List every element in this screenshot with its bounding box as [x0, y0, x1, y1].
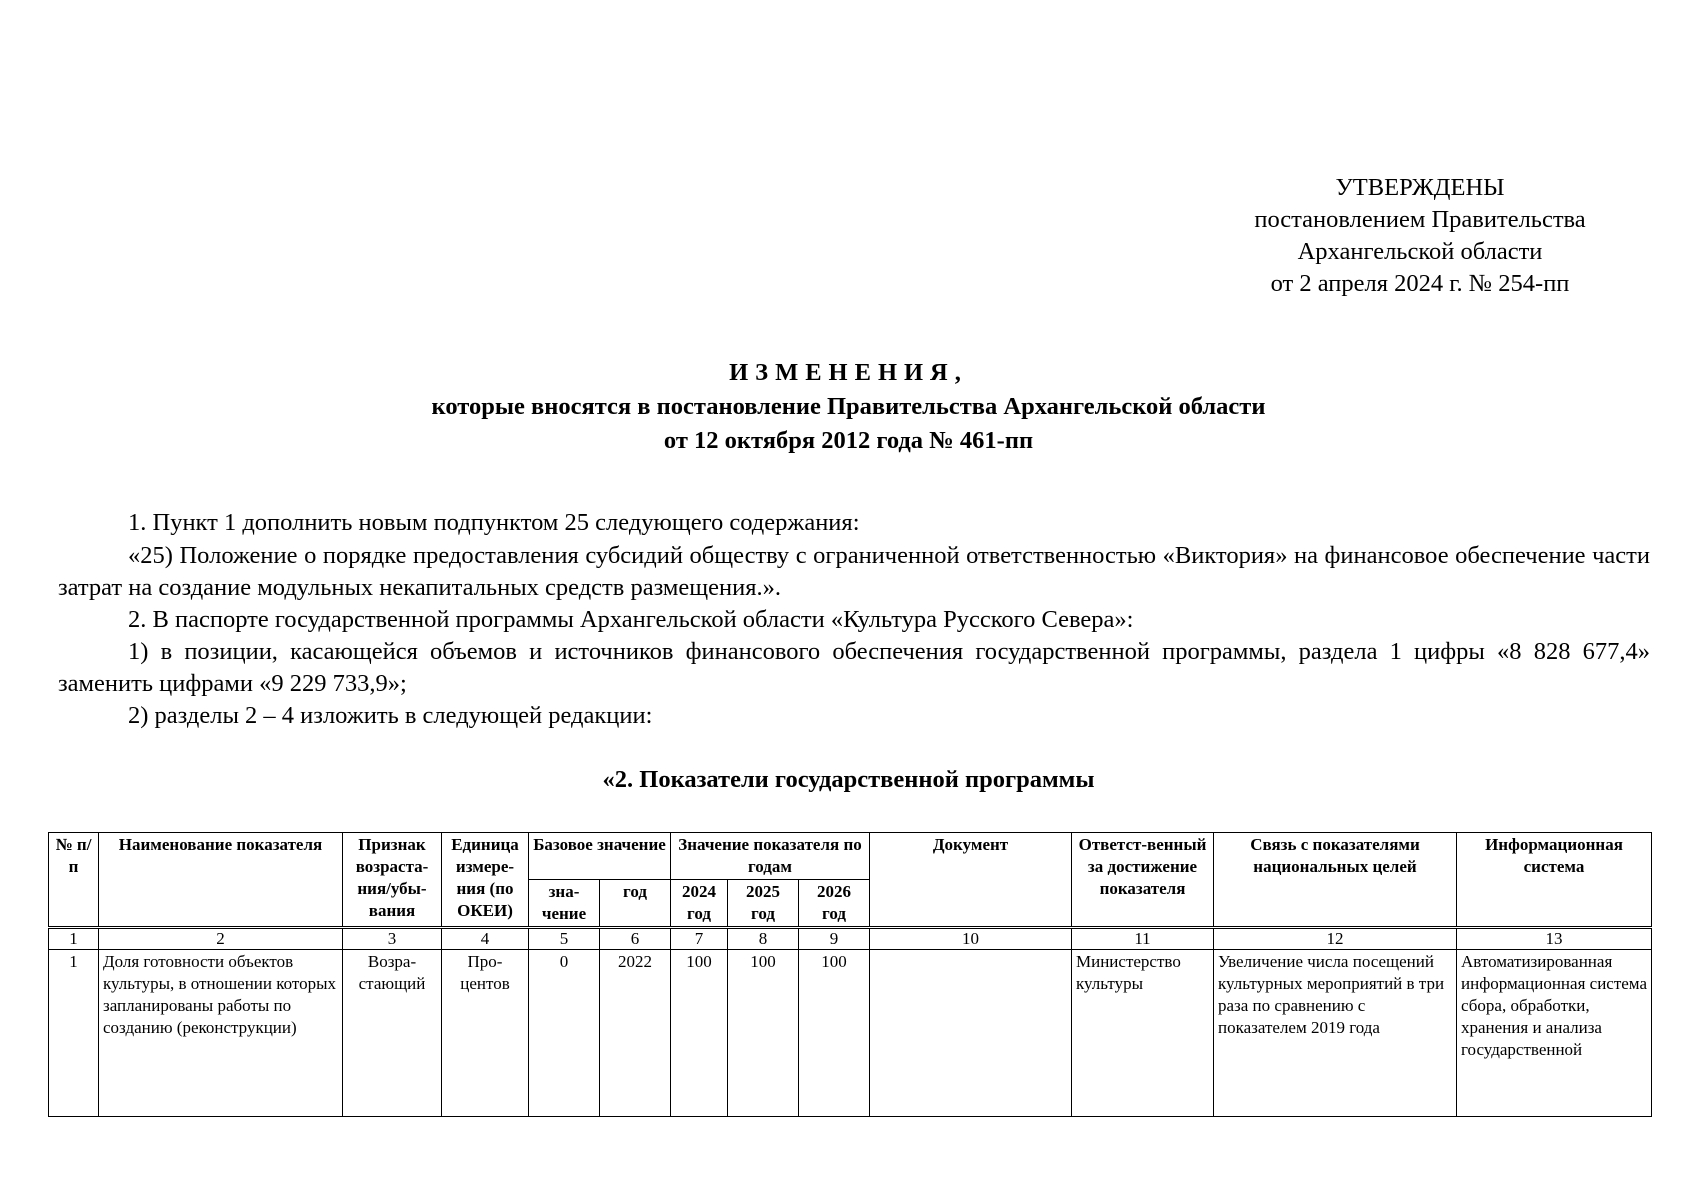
paragraph-2: «25) Положение о порядке предоставления субсидий обществу с ограниченной ответственностью «Виктория» на финансовое обеспечение части затрат на создание модульных некапитальных средств размещения.».: [58, 542, 1650, 601]
header-values: Значение показателя по годам: [671, 833, 870, 880]
column-number: 4: [442, 928, 529, 950]
cell-2024: 100: [671, 950, 728, 1117]
cell-base-value: 0: [529, 950, 600, 1117]
approval-line: Архангельской области: [1297, 238, 1543, 265]
cell-unit: Про-центов: [442, 950, 529, 1117]
table-row: [49, 950, 1652, 1117]
column-number: 13: [1457, 928, 1652, 950]
column-number: 5: [529, 928, 600, 950]
cell-document: [870, 950, 1072, 1117]
paragraph-3: 2. В паспорте государственной программы Архангельской области «Культура Русского Севера»:: [128, 606, 1134, 633]
header-trend: Признак возраста-ния/убы-вания: [343, 833, 442, 928]
cell-num: 1: [49, 950, 99, 1117]
approval-line: постановлением Правительства: [1254, 206, 1586, 233]
cell-system: [1457, 950, 1652, 1117]
header-2026: 2026 год: [799, 880, 870, 928]
cell-base-year: 2022: [600, 950, 671, 1117]
approval-block: [1230, 172, 1610, 300]
column-number: 7: [671, 928, 728, 950]
header-responsible: Ответст-венный за достижение показателя: [1072, 833, 1214, 928]
column-number: 11: [1072, 928, 1214, 950]
header-base-value: зна-чение: [529, 880, 600, 928]
column-number: 12: [1214, 928, 1457, 950]
paragraph-5: 2) разделы 2 – 4 изложить в следующей редакции:: [128, 702, 653, 729]
header-base-year: год: [600, 880, 671, 928]
cell-link: Увеличение числа посещений культурных мероприятий в три раза по сравнению с показателем 2019 года: [1214, 950, 1457, 1117]
paragraph-1: 1. Пункт 1 дополнить новым подпунктом 25 следующего содержания:: [128, 509, 860, 536]
cell-trend: Возра-стающий: [343, 950, 442, 1117]
column-number: 8: [728, 928, 799, 950]
column-number: 1: [49, 928, 99, 950]
header-unit: Единица измере-ния (по ОКЕИ): [442, 833, 529, 928]
column-number: 10: [870, 928, 1072, 950]
document-subtitle-date: от 12 октября 2012 года № 461-пп: [663, 427, 1034, 454]
paragraph-4: 1) в позиции, касающейся объемов и источников финансового обеспечения государственной программы, раздела 1 цифры «8 828 677,4» заменить цифрами «9 229 733,9»;: [58, 638, 1650, 697]
cell-system-text: Автоматизированная информационная система сбора, обработки, хранения и анализа государственной: [1461, 952, 1647, 1059]
column-number: 3: [343, 928, 442, 950]
column-number-row: [49, 928, 1652, 950]
indicators-table: [48, 832, 1652, 1117]
document-title: [0, 356, 1697, 458]
approval-title: УТВЕРЖДЕНЫ: [1335, 174, 1505, 201]
header-system: Информационная система: [1457, 833, 1652, 928]
document-heading: ИЗМЕНЕНИЯ,: [729, 359, 968, 386]
cell-responsible: Министерство культуры: [1072, 950, 1214, 1117]
document-subtitle: которые вносятся в постановление Правительства Архангельской области: [431, 393, 1266, 420]
header-name: Наименование показателя: [99, 833, 343, 928]
column-number: 2: [99, 928, 343, 950]
header-num: № п/п: [49, 833, 99, 928]
column-number: 6: [600, 928, 671, 950]
approval-date: от 2 апреля 2024 г. № 254-пп: [1270, 270, 1570, 297]
header-2025: 2025 год: [728, 880, 799, 928]
header-document: Документ: [870, 833, 1072, 928]
cell-2025: 100: [728, 950, 799, 1117]
header-base: Базовое значение: [529, 833, 671, 880]
cell-2026: 100: [799, 950, 870, 1117]
cell-name: Доля готовности объектов культуры, в отношении которых запланированы работы по созданию (реконструкции): [99, 950, 343, 1117]
header-2024: 2024 год: [671, 880, 728, 928]
column-number: 9: [799, 928, 870, 950]
section-title: «2. Показатели государственной программы: [602, 766, 1095, 793]
header-link: Связь с показателями национальных целей: [1214, 833, 1457, 928]
